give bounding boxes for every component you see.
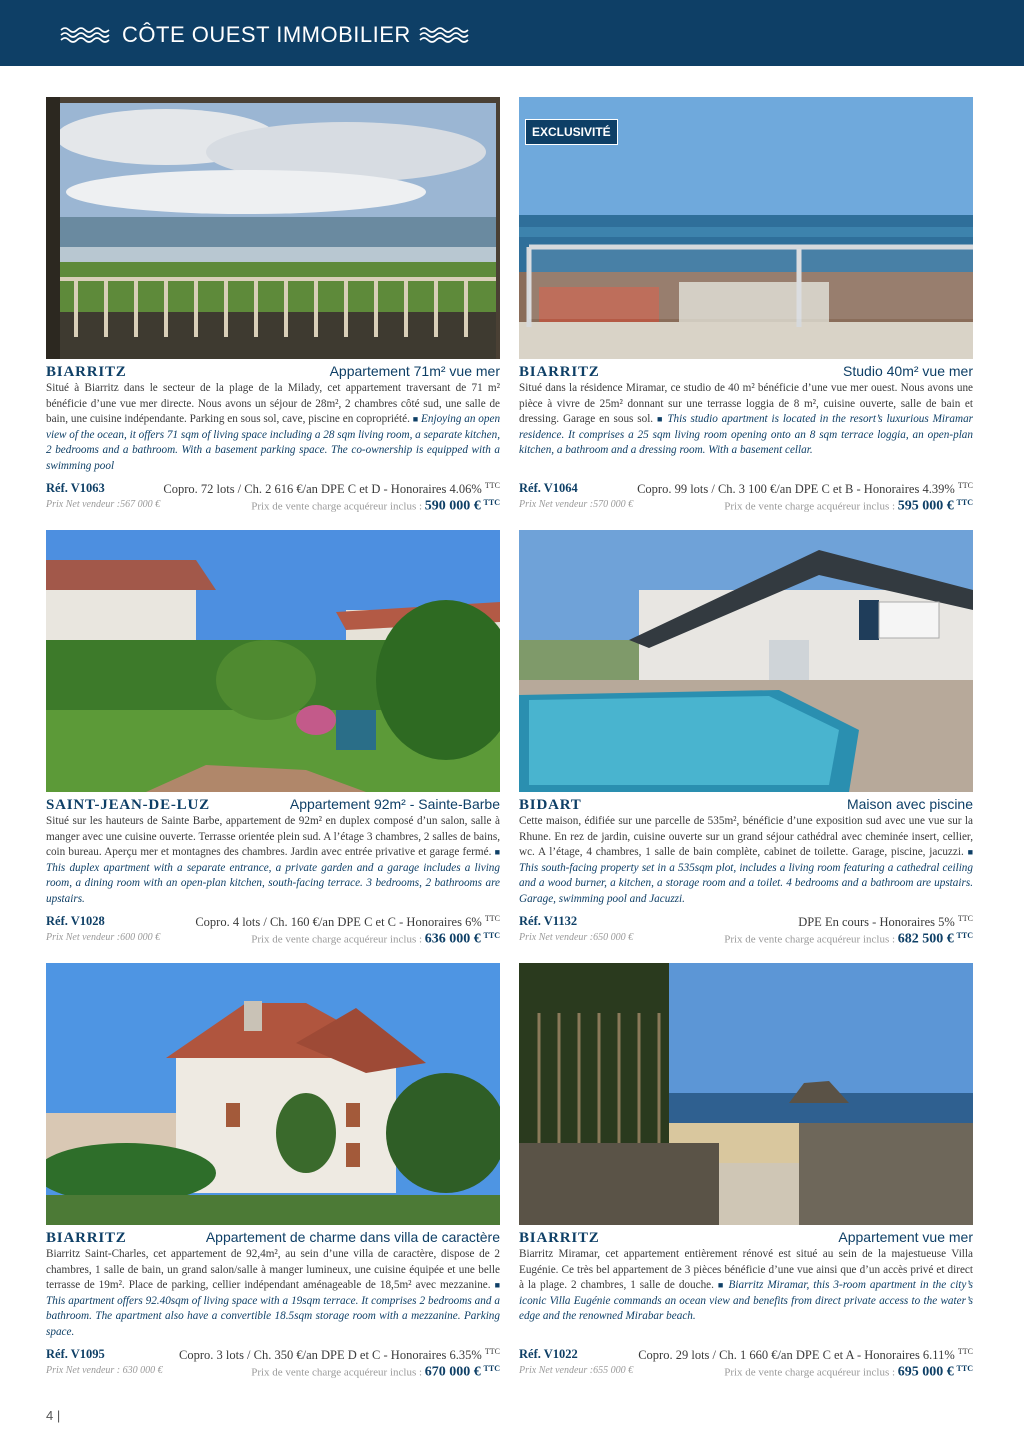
ttc-label: TTC <box>956 498 973 507</box>
listing-details <box>46 914 500 930</box>
listing-price: 590 000 € <box>424 498 481 514</box>
brand-logo <box>60 20 473 50</box>
listing-city: BIDART <box>519 797 582 813</box>
sale-label: Prix de vente charge acquéreur inclus : <box>724 933 896 946</box>
listing-copro: Copro. 99 lots / Ch. 3 100 €/an DPE C et B - Honoraires 4.39% <box>637 482 955 497</box>
waves-icon <box>60 26 114 44</box>
description-en: This apartment offers 92.40sqm of living space with a 19sqm terrace. It comprises 2 bedrooms and a bathroom. The apartment also have a convertible 18.5sqm storage room with a mezzanine. Parking space. <box>46 1294 500 1338</box>
ttc-label: TTC <box>957 481 973 490</box>
listing-details <box>46 481 500 497</box>
square-bullet-icon: ■ <box>412 414 419 425</box>
listing-price: 670 000 € <box>424 1364 481 1380</box>
listing-city: BIARRITZ <box>519 1230 600 1246</box>
description-fr: Situé à Biarritz dans le secteur de la plage de la Milady, cet appartement traversant de 71 m² bénéficie d’une vue mer directe. Nous avons un séjour de 28m², 2 chambres côté sud, une salle de bain, une cuisine indépendante. Parking en sous sol, cave, piscine en copropriété. <box>46 382 500 426</box>
ttc-label: TTC <box>956 1364 973 1373</box>
listing-price: 636 000 € <box>424 931 481 947</box>
description-en: This studio apartment is located in the resort’s luxurious Miramar residence. It comprises a 25 sqm living room opening onto an 8 sqm terrace loggia, an open-plan kitchen, a bathroom and a dressing room. With a basement cellar. <box>519 413 974 457</box>
listing-ref: Réf. V1095 <box>46 1347 105 1361</box>
listing-description <box>519 381 973 459</box>
ttc-label: TTC <box>957 914 973 923</box>
description-en: Biarritz Miramar, this 3-room apartment in the city’s iconic Villa Eugénie commands an ocean view and benefits from direct private access to the water’s edge and the renowned Mirabar beach. <box>519 1279 974 1323</box>
property-photo <box>519 963 973 1225</box>
listing-city: BIARRITZ <box>46 364 127 380</box>
ttc-label: TTC <box>956 931 973 940</box>
listing-details <box>519 914 973 930</box>
listing-price: 695 000 € <box>897 1364 954 1380</box>
ttc-label: TTC <box>484 1347 500 1356</box>
sale-label: Prix de vente charge acquéreur inclus : <box>251 500 423 513</box>
listing-description <box>519 814 973 908</box>
net-price: Prix Net vendeur :655 000 € <box>519 1365 634 1376</box>
listing-copro: Copro. 4 lots / Ch. 160 €/an DPE C et C - Honoraires 6% <box>195 915 482 930</box>
listing-pricing <box>46 498 500 514</box>
page-number: 4 | <box>46 1408 61 1423</box>
ttc-label: TTC <box>483 498 500 507</box>
listing-pricing <box>519 1364 973 1380</box>
net-price: Prix Net vendeur :600 000 € <box>46 932 161 943</box>
description-en: This duplex apartment with a separate entrance, a private garden and a garage includes a living room, a dining room with an open-plan kitchen, south-facing terrace. 3 bedrooms, 2 bathrooms are upstairs. <box>46 861 500 905</box>
listing-type: Maison avec piscine <box>846 796 973 812</box>
listing-city: SAINT-JEAN-DE-LUZ <box>46 797 210 813</box>
listing-type: Appartement 71m² vue mer <box>329 363 500 379</box>
listing-copro: DPE En cours - Honoraires 5% <box>798 915 955 930</box>
ttc-label: TTC <box>484 914 500 923</box>
listing-pricing <box>46 1364 500 1380</box>
listing-pricing <box>519 931 973 947</box>
listing-type: Appartement de charme dans villa de caractère <box>205 1229 500 1245</box>
property-photo <box>46 530 500 792</box>
listing-copro: Copro. 72 lots / Ch. 2 616 €/an DPE C et D - Honoraires 4.06% <box>163 482 482 497</box>
property-photo <box>46 97 500 359</box>
net-price: Prix Net vendeur :650 000 € <box>519 932 634 943</box>
ttc-label: TTC <box>484 481 500 490</box>
listing-ref: Réf. V1028 <box>46 914 105 928</box>
listing-description <box>519 1247 973 1325</box>
property-photo <box>46 963 500 1225</box>
listing-details <box>46 1347 500 1363</box>
ttc-label: TTC <box>957 1347 973 1356</box>
brand-title: CÔTE OUEST IMMOBILIER <box>122 22 411 47</box>
listing-city: BIARRITZ <box>519 364 600 380</box>
description-en: Enjoying an open view of the ocean, it offers 71 sqm of living space including a 28 sqm living room, a separate kitchen, 2 bedrooms and a bathroom. With a basement parking space. The co-ownership is equipped with a swimming pool <box>46 413 501 472</box>
listing-pricing <box>46 931 500 947</box>
page-header <box>0 0 1024 66</box>
net-price: Prix Net vendeur : 630 000 € <box>46 1365 163 1376</box>
listing-description <box>46 381 500 475</box>
ttc-label: TTC <box>483 931 500 940</box>
description-fr: Situé sur les hauteurs de Sainte Barbe, appartement de 92m² en duplex composé d’un salon, salle à manger avec une cuisine ouverte. Terrasse orientée plein sud. A l’étage 3 chambres, 2 salles de bains, coin bureau. Aperçu mer et montagnes des chambres. Jardin avec entrée privative et garage fermé. <box>46 815 500 859</box>
property-photo <box>519 97 973 359</box>
listing-ref: Réf. V1132 <box>519 914 578 928</box>
sale-label: Prix de vente charge acquéreur inclus : <box>251 933 423 946</box>
listing-price: 682 500 € <box>897 931 954 947</box>
ttc-label: TTC <box>483 1364 500 1373</box>
listing-copro: Copro. 29 lots / Ch. 1 660 €/an DPE C et A - Honoraires 6.11% <box>638 1348 955 1363</box>
description-en: This south-facing property set in a 535sqm plot, includes a living room featuring a cathedral ceiling and a wood burner, a kitchen, a storage room and a toilet. 4 bedrooms and a bathroom are upstairs. Garage, swimming pool and Jacuzzi. <box>519 861 973 905</box>
listing-details <box>519 481 973 497</box>
listing-copro: Copro. 3 lots / Ch. 350 €/an DPE D et C - Honoraires 6.35% <box>179 1348 482 1363</box>
sale-label: Prix de vente charge acquéreur inclus : <box>724 500 896 513</box>
listing-description <box>46 1247 500 1341</box>
listing-type: Appartement 92m² - Sainte-Barbe <box>289 796 500 812</box>
listing-ref: Réf. V1063 <box>46 481 105 495</box>
sale-label: Prix de vente charge acquéreur inclus : <box>724 1366 896 1379</box>
listing-ref: Réf. V1022 <box>519 1347 578 1361</box>
listing-ref: Réf. V1064 <box>519 481 578 495</box>
square-bullet-icon: ■ <box>494 847 500 858</box>
property-photo <box>519 530 973 792</box>
listing-details <box>519 1347 973 1363</box>
net-price: Prix Net vendeur :570 000 € <box>519 499 634 510</box>
net-price: Prix Net vendeur :567 000 € <box>46 499 161 510</box>
description-fr: Biarritz Saint-Charles, cet appartement de 92,4m², au sein d’une villa de caractère, dispose de 2 chambres, 1 salle de bain, un grand salon/salle à manger lumineux, une cuisine équipée et une belle terrasse de 19m². Place de parking, cellier indépendant aménageable de 18,5m² avec mezzanine. <box>46 1248 500 1292</box>
exclusivity-badge: EXCLUSIVITÉ <box>525 119 618 145</box>
square-bullet-icon: ■ <box>656 414 664 425</box>
sale-label: Prix de vente charge acquéreur inclus : <box>251 1366 423 1379</box>
description-fr: Cette maison, édifiée sur une parcelle de 535m², bénéficie d’une exposition sud avec une vue sur la Rhune. En rez de jardin, cuisine ouverte sur un grand séjour cathédral avec cheminée insert, cellier, wc. A l’étage, 4 chambres, 1 salle de bain complète, cabinet de toilette. Garage, piscine, jacuzzi. <box>519 815 973 859</box>
listing-pricing <box>519 498 973 514</box>
listing-description <box>46 814 500 908</box>
waves-icon <box>419 26 473 44</box>
square-bullet-icon: ■ <box>967 847 974 858</box>
listing-type: Appartement vue mer <box>838 1229 973 1245</box>
square-bullet-icon: ■ <box>717 1280 725 1291</box>
description-fr: Biarritz Miramar, cet appartement entièrement rénové est situé au sein de la majestueuse Villa Eugénie. Ce très bel appartement de 3 pièces bénéficie d’une vue ainsi que d’un accès privé et direct à la plage. 2 chambres, 1 salle de douche. <box>519 1248 973 1292</box>
description-fr: Situé dans la résidence Miramar, ce studio de 40 m² bénéficie d’une vue mer ouest. Nous avons une pièce à vivre de 25m² donnant sur une terrasse loggia de 8 m², cuisine ouverte, salle de bain et dressing. Garage en sous sol. <box>519 382 973 426</box>
square-bullet-icon: ■ <box>494 1280 500 1291</box>
listing-city: BIARRITZ <box>46 1230 127 1246</box>
listing-type: Studio 40m² vue mer <box>843 363 973 379</box>
listing-price: 595 000 € <box>897 498 954 514</box>
